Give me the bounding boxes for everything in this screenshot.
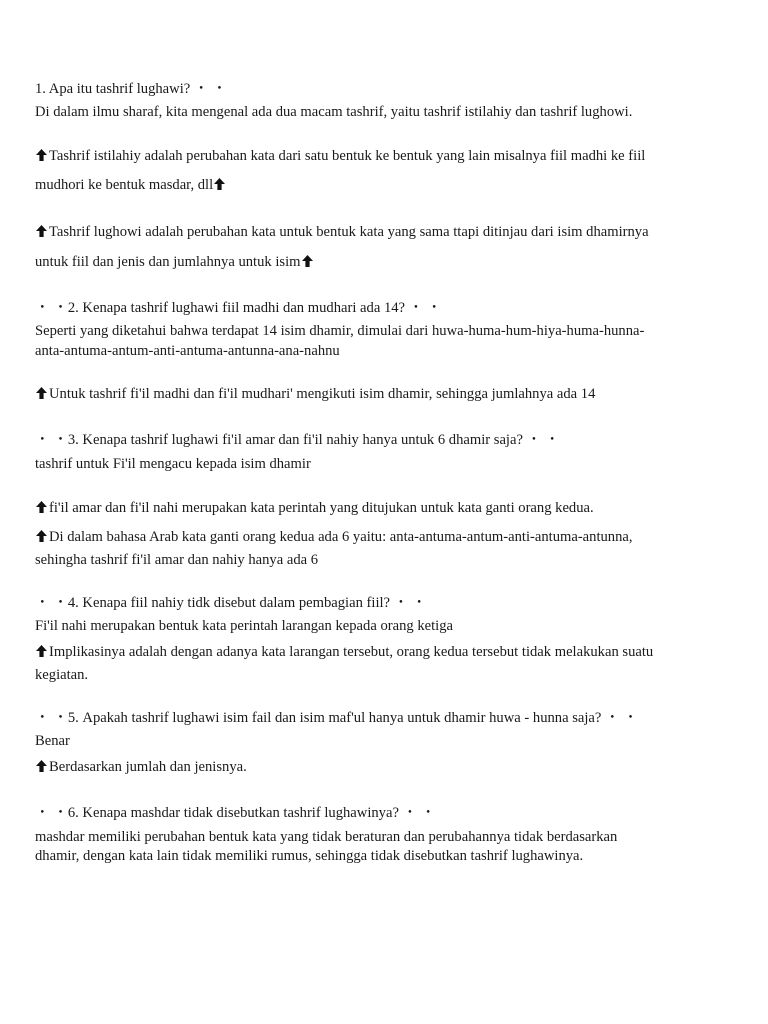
question-1-heading: 1. Apa itu tashrif lughawi? ・ ・	[35, 81, 227, 97]
answer-4-point-1-cont: kegiatan.	[35, 667, 89, 683]
up-arrow-icon	[35, 386, 48, 400]
question-6-heading: ・ ・6. Kenapa mashdar tidak disebutkan tashrif lughawinya? ・ ・	[35, 805, 436, 821]
answer-1-point-1: Tashrif istilahiy adalah perubahan kata dari satu bentuk ke bentuk yang lain misalnya fiil madhi ke fiil	[35, 147, 645, 165]
question-5-heading: ・ ・5. Apakah tashrif lughawi isim fail dan isim maf'ul hanya untuk dhamir huwa - hunna saja? ・ ・	[35, 710, 638, 726]
up-arrow-icon	[35, 529, 48, 543]
up-arrow-icon	[213, 177, 226, 191]
up-arrow-icon	[35, 500, 48, 514]
answer-2-line-2: anta-antuma-antum-anti-antuma-antunna-ana-nahnu	[35, 343, 340, 359]
answer-1-intro: Di dalam ilmu sharaf, kita mengenal ada dua macam tashrif, yaitu tashrif istilahiy dan tashrif lughowi.	[35, 104, 633, 120]
answer-1-point-2-cont: untuk fiil dan jenis dan jumlahnya untuk isim	[35, 253, 315, 271]
up-arrow-icon	[35, 148, 48, 162]
answer-2-point-1: Untuk tashrif fi'il madhi dan fi'il mudhari' mengikuti isim dhamir, sehingga jumlahnya ada 14	[35, 385, 595, 403]
up-arrow-icon	[301, 254, 314, 268]
answer-3-point-2: Di dalam bahasa Arab kata ganti orang kedua ada 6 yaitu: anta-antuma-antum-anti-antuma-antunna,	[35, 528, 633, 546]
answer-4-point-1: Implikasinya adalah dengan adanya kata larangan tersebut, orang kedua tersebut tidak melakukan suatu	[35, 643, 653, 661]
up-arrow-icon	[35, 759, 48, 773]
answer-4-intro: Fi'il nahi merupakan bentuk kata perintah larangan kepada orang ketiga	[35, 618, 453, 634]
question-4-heading: ・ ・4. Kenapa fiil nahiy tidk disebut dalam pembagian fiil? ・ ・	[35, 595, 427, 611]
question-3-heading: ・ ・3. Kenapa tashrif lughawi fi'il amar dan fi'il nahiy hanya untuk 6 dhamir saja? ・ ・	[35, 432, 560, 448]
answer-1-point-1-cont: mudhori ke bentuk masdar, dll	[35, 176, 227, 194]
answer-5-point-1: Berdasarkan jumlah dan jenisnya.	[35, 758, 247, 776]
up-arrow-icon	[35, 224, 48, 238]
up-arrow-icon	[35, 644, 48, 658]
answer-3-point-2-cont: sehingha tashrif fi'il amar dan nahiy hanya ada 6	[35, 552, 319, 568]
question-2-heading: ・ ・2. Kenapa tashrif lughawi fiil madhi dan mudhari ada 14? ・ ・	[35, 300, 442, 316]
answer-6-line-2: dhamir, dengan kata lain tidak memiliki rumus, sehingga tidak disebutkan tashrif lughawinya.	[35, 848, 584, 864]
answer-3-intro: tashrif untuk Fi'il mengacu kepada isim dhamir	[35, 456, 311, 472]
answer-2-line-1: Seperti yang diketahui bahwa terdapat 14 isim dhamir, dimulai dari huwa-huma-hum-hiya-huma-hunna-	[35, 323, 645, 339]
answer-6-line-1: mashdar memiliki perubahan bentuk kata yang tidak beraturan dan perubahannya tidak berdasarkan	[35, 829, 618, 845]
answer-5-intro: Benar	[35, 733, 70, 749]
answer-3-point-1: fi'il amar dan fi'il nahi merupakan kata perintah yang ditujukan untuk kata ganti orang kedua.	[35, 499, 594, 517]
answer-1-point-2: Tashrif lughowi adalah perubahan kata untuk bentuk kata yang sama ttapi ditinjau dari isim dhamirnya	[35, 223, 649, 241]
